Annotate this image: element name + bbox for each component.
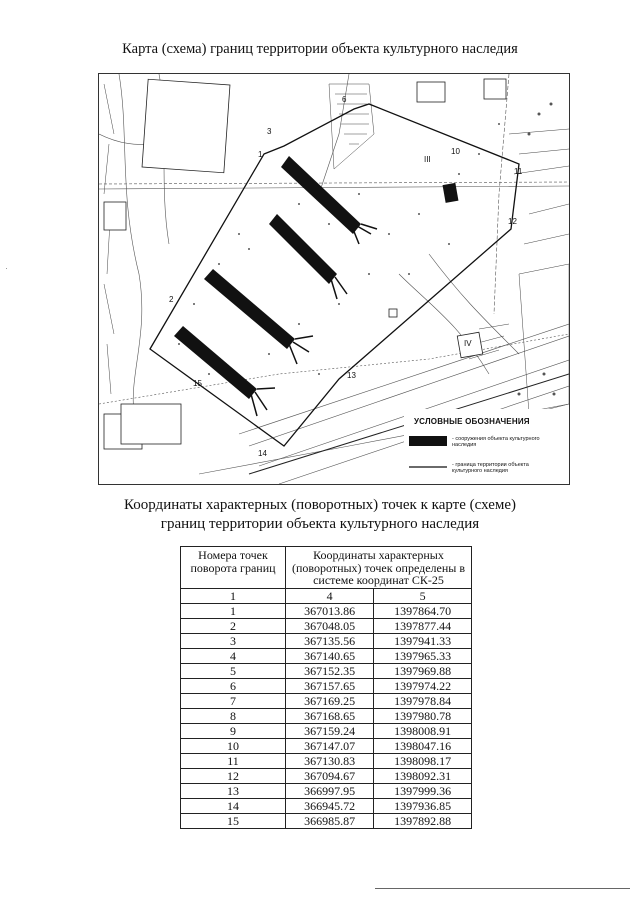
y-coordinate-cell: 1397864.70 xyxy=(374,603,472,618)
point-number-cell: 10 xyxy=(181,738,286,753)
x-coordinate-cell: 367048.05 xyxy=(286,618,374,633)
point-number-cell: 12 xyxy=(181,768,286,783)
page-title: Карта (схема) границ территории объекта культурного наследия xyxy=(122,41,518,57)
y-coordinate-cell: 1397969.88 xyxy=(374,663,472,678)
table-row xyxy=(181,603,472,618)
index-cell-1: 1 xyxy=(181,588,286,603)
y-coordinate-cell: 1397877.44 xyxy=(374,618,472,633)
plot-label-iv: IV xyxy=(464,339,472,348)
y-coordinate-cell: 1397936.85 xyxy=(374,798,472,813)
site-map xyxy=(98,73,570,485)
table-row xyxy=(181,753,472,768)
x-coordinate-cell: 367094.67 xyxy=(286,768,374,783)
x-coordinate-cell: 367135.56 xyxy=(286,633,374,648)
x-coordinate-cell: 367013.86 xyxy=(286,603,374,618)
y-coordinate-cell: 1397980.78 xyxy=(374,708,472,723)
table-row xyxy=(181,633,472,648)
y-coordinate-cell: 1397941.33 xyxy=(374,633,472,648)
point-number-cell: 6 xyxy=(181,678,286,693)
point-number-cell: 4 xyxy=(181,648,286,663)
table-row xyxy=(181,738,472,753)
y-coordinate-cell: 1398098.17 xyxy=(374,753,472,768)
table-row xyxy=(181,663,472,678)
table-index-row xyxy=(181,588,472,603)
y-coordinate-cell: 1397965.33 xyxy=(374,648,472,663)
point-label-10: 10 xyxy=(451,147,460,156)
table-header-row xyxy=(181,547,472,589)
y-coordinate-cell: 1398092.31 xyxy=(374,768,472,783)
legend-item-boundary: - граница территории объекта культурного наследия xyxy=(452,462,529,474)
point-label-13: 13 xyxy=(347,371,356,380)
y-coordinate-cell: 1397974.22 xyxy=(374,678,472,693)
header-coordinates: Координаты характерных (поворотных) точек определены в системе координат СК-25 xyxy=(286,547,472,589)
point-label-2: 2 xyxy=(169,295,174,304)
point-number-cell: 1 xyxy=(181,603,286,618)
table-row xyxy=(181,648,472,663)
point-number-cell: 15 xyxy=(181,813,286,828)
bottom-rule xyxy=(375,888,630,889)
point-number-cell: 8 xyxy=(181,708,286,723)
table-row xyxy=(181,678,472,693)
x-coordinate-cell: 367152.35 xyxy=(286,663,374,678)
point-label-11: 11 xyxy=(514,167,523,176)
legend-title: УСЛОВНЫЕ ОБОЗНАЧЕНИЯ xyxy=(414,417,530,426)
x-coordinate-cell: 367147.07 xyxy=(286,738,374,753)
x-coordinate-cell: 366945.72 xyxy=(286,798,374,813)
point-number-cell: 2 xyxy=(181,618,286,633)
vegetation-dots xyxy=(178,103,556,396)
y-coordinate-cell: 1397999.36 xyxy=(374,783,472,798)
point-label-12: 12 xyxy=(508,217,517,226)
point-number-cell: 11 xyxy=(181,753,286,768)
point-label-14: 14 xyxy=(258,449,267,458)
heritage-structures xyxy=(174,156,458,399)
point-label-3: 3 xyxy=(267,127,272,136)
index-cell-2: 4 xyxy=(286,588,374,603)
x-coordinate-cell: 367130.83 xyxy=(286,753,374,768)
index-cell-3: 5 xyxy=(374,588,472,603)
point-number-cell: 13 xyxy=(181,783,286,798)
y-coordinate-cell: 1397978.84 xyxy=(374,693,472,708)
table-row xyxy=(181,708,472,723)
y-coordinate-cell: 1398008.91 xyxy=(374,723,472,738)
plot-label-iii: III xyxy=(424,155,431,164)
x-coordinate-cell: 367157.65 xyxy=(286,678,374,693)
x-coordinate-cell: 366985.87 xyxy=(286,813,374,828)
point-number-cell: 5 xyxy=(181,663,286,678)
coords-heading xyxy=(0,496,640,534)
table-row xyxy=(181,618,472,633)
coordinates-body xyxy=(181,603,472,828)
x-coordinate-cell: 367169.25 xyxy=(286,693,374,708)
point-number-cell: 14 xyxy=(181,798,286,813)
y-coordinate-cell: 1397892.88 xyxy=(374,813,472,828)
table-row xyxy=(181,768,472,783)
header-point-numbers: Номера точек поворота границ xyxy=(181,547,286,589)
x-coordinate-cell: 367159.24 xyxy=(286,723,374,738)
x-coordinate-cell: 367168.65 xyxy=(286,708,374,723)
coords-heading-line-2: границ территории объекта культурного наследия xyxy=(160,516,480,532)
x-coordinate-cell: 367140.65 xyxy=(286,648,374,663)
point-label-15: 15 xyxy=(193,379,202,388)
point-label-1: 1 xyxy=(258,150,263,159)
table-row xyxy=(181,798,472,813)
point-label-6: 6 xyxy=(342,95,347,104)
y-coordinate-cell: 1398047.16 xyxy=(374,738,472,753)
table-row xyxy=(181,783,472,798)
table-row xyxy=(181,723,472,738)
legend-swatch-structure xyxy=(409,436,447,446)
scan-artifact xyxy=(6,268,7,269)
legend-item-structure: - сооружения объекта культурного наследия xyxy=(452,436,540,448)
coords-heading-line-1: Координаты характерных (поворотных) точек к карте (схеме) xyxy=(124,497,516,513)
table-row xyxy=(181,813,472,828)
x-coordinate-cell: 366997.95 xyxy=(286,783,374,798)
point-number-cell: 7 xyxy=(181,693,286,708)
coordinates-table xyxy=(180,546,472,829)
point-number-cell: 9 xyxy=(181,723,286,738)
point-number-cell: 3 xyxy=(181,633,286,648)
table-row xyxy=(181,693,472,708)
